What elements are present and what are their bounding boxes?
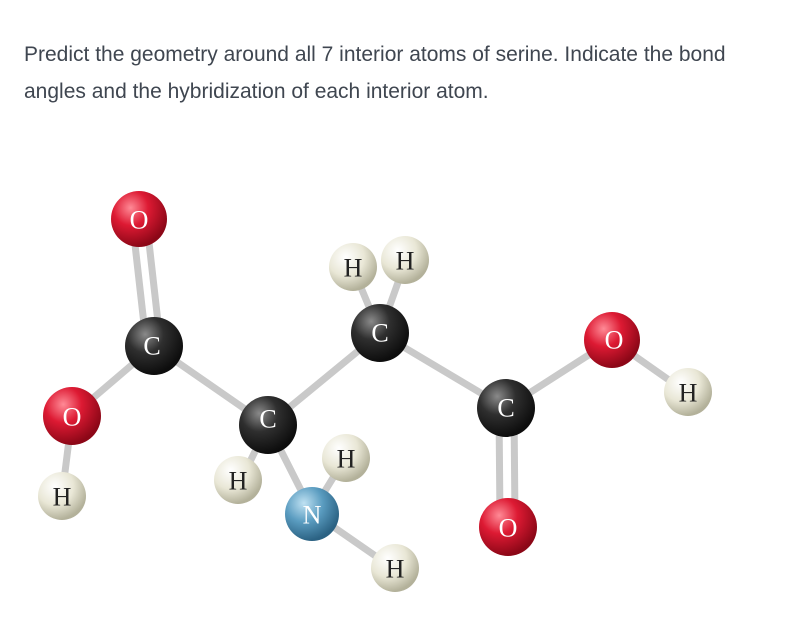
atom-h3 — [322, 434, 370, 482]
atom-h6-label: H — [395, 246, 415, 276]
atom-c3-label: C — [371, 318, 389, 348]
atom-o4 — [479, 498, 537, 556]
atom-n1-label: N — [302, 500, 322, 530]
atom-c3 — [351, 304, 409, 362]
atom-h6 — [381, 236, 429, 284]
atom-c2-label: C — [259, 404, 277, 434]
atom-h7-label: H — [678, 378, 698, 408]
atom-h4-label: H — [385, 554, 405, 584]
serine-ball-and-stick-model — [0, 170, 810, 636]
atom-c4 — [477, 379, 535, 437]
atom-o4-label: O — [498, 513, 518, 543]
atom-h5 — [329, 243, 377, 291]
atom-c1 — [125, 317, 183, 375]
atom-c4-label: C — [497, 393, 515, 423]
atom-o2 — [43, 387, 101, 445]
atom-o2-label: O — [62, 402, 82, 432]
atom-o1-label: O — [129, 205, 149, 235]
atom-n1 — [285, 487, 339, 541]
atom-h2-label: H — [228, 466, 248, 496]
atom-h7 — [664, 368, 712, 416]
atom-c1-label: C — [143, 331, 161, 361]
atom-h4 — [371, 544, 419, 592]
question-text: Predict the geometry around all 7 interior atoms of serine. Indicate the bond angles and the hybridization of each interior atom. — [24, 43, 726, 103]
atom-h2 — [214, 456, 262, 504]
atom-o1 — [111, 191, 167, 247]
atom-h1 — [38, 472, 86, 520]
atom-o3 — [584, 312, 640, 368]
atom-h3-label: H — [336, 444, 356, 474]
atom-c2 — [239, 396, 297, 454]
atom-o3-label: O — [604, 325, 624, 355]
atom-h1-label: H — [52, 482, 72, 512]
atom-h5-label: H — [343, 253, 363, 283]
